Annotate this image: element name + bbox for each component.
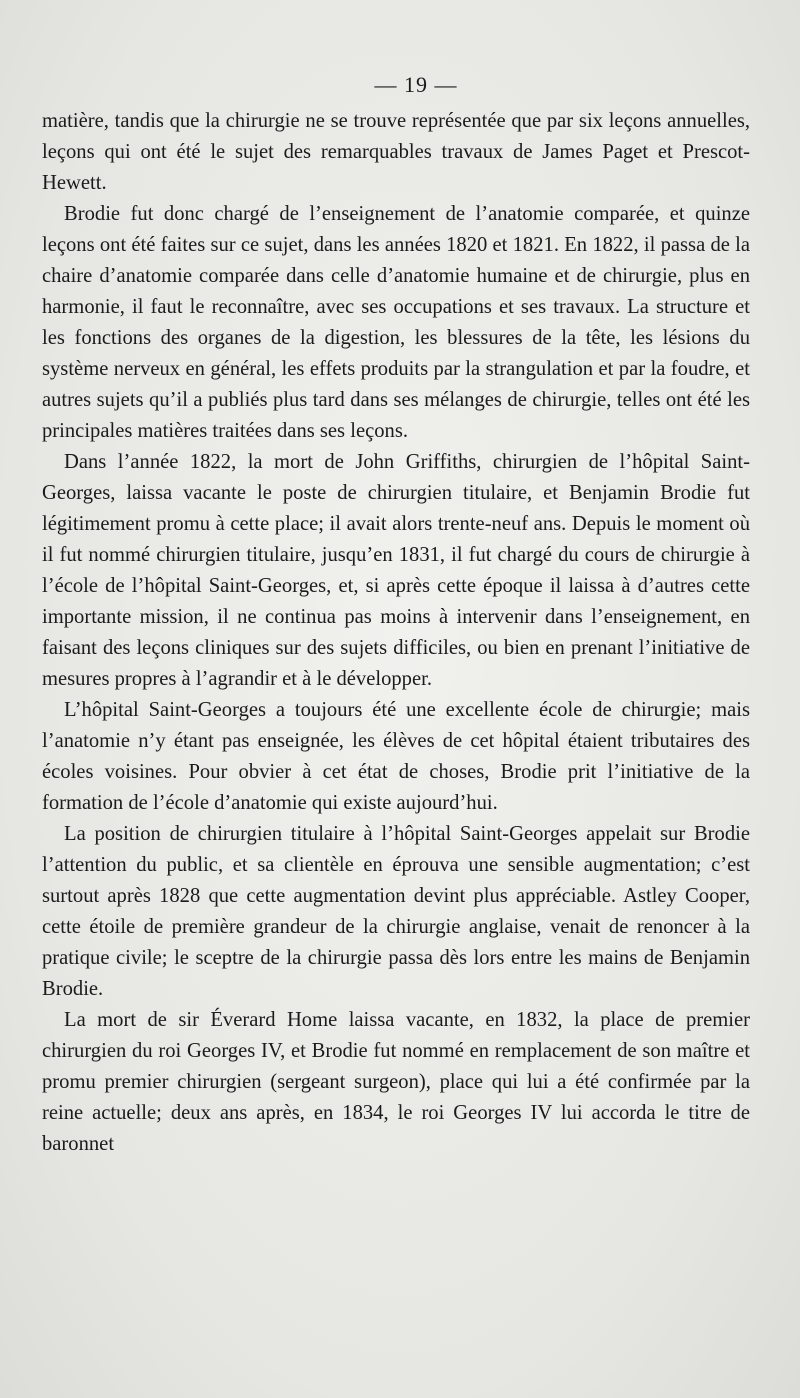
paragraph-2: Brodie fut donc chargé de l’enseignement de l’anatomie comparée, et quinze leçons ont été faites sur ce sujet, dans les années 1820 et 1821. En 1822, il passa de la chaire d’anatomie comparée dans celle d’anatomie humaine et de chirurgie, plus en harmonie, il faut le reconnaître, avec ses occupations et ses travaux. La structure et les fonctions des organes de la digestion, les blessures de la tête, les lésions du système nerveux en général, les effets produits par la strangulation et par la foudre, et autres sujets qu’il a publiés plus tard dans ses mélanges de chirurgie, telles ont été les principales matières traitées dans ses leçons. <box>42 203 750 442</box>
paragraph-6: La mort de sir Éverard Home laissa vacante, en 1832, la place de premier chirurgien du roi Georges IV, et Brodie fut nommé en remplacement de son maître et promu premier chirurgien (sergeant surgeon), place qui lui a été confirmée par la reine actuelle; deux ans après, en 1834, le roi Georges IV lui accorda le titre de baronnet <box>42 1009 750 1155</box>
paragraph-4: L’hôpital Saint-Georges a toujours été une excellente école de chirurgie; mais l’anatomie n’y étant pas enseignée, les élèves de cet hôpital étaient tributaires des écoles voisines. Pour obvier à cet état de choses, Brodie prit l’initiative de la formation de l’école d’anatomie qui existe aujourd’hui. <box>42 699 750 814</box>
page-body <box>42 106 750 1160</box>
paragraph-1: matière, tandis que la chirurgie ne se trouve représentée que par six leçons annuelles, leçons qui ont été le sujet des remarquables travaux de James Paget et Prescot-Hewett. <box>42 110 750 194</box>
page-number: — 19 — <box>374 72 458 97</box>
paragraph-3: Dans l’année 1822, la mort de John Griffiths, chirurgien de l’hôpital Saint-Georges, laissa vacante le poste de chirurgien titulaire, et Benjamin Brodie fut légitimement promu à cette place; il avait alors trente-neuf ans. Depuis le moment où il fut nommé chirurgien titulaire, jusqu’en 1831, il fut chargé du cours de chirurgie à l’école de l’hôpital Saint-Georges, et, si après cette époque il laissa à d’autres cette importante mission, il ne continua pas moins à intervenir dans l’enseignement, en faisant des leçons cliniques sur des sujets difficiles, ou bien en prenant l’initiative de mesures propres à l’agrandir et à le développer. <box>42 451 750 690</box>
paragraph-5: La position de chirurgien titulaire à l’hôpital Saint-Georges appelait sur Brodie l’attention du public, et sa clientèle en éprouva une sensible augmentation; c’est surtout après 1828 que cette augmentation devint plus appréciable. Astley Cooper, cette étoile de première grandeur de la chirurgie anglaise, venait de renoncer à la pratique civile; le sceptre de la chirurgie passa dès lors entre les mains de Benjamin Brodie. <box>42 823 750 1000</box>
